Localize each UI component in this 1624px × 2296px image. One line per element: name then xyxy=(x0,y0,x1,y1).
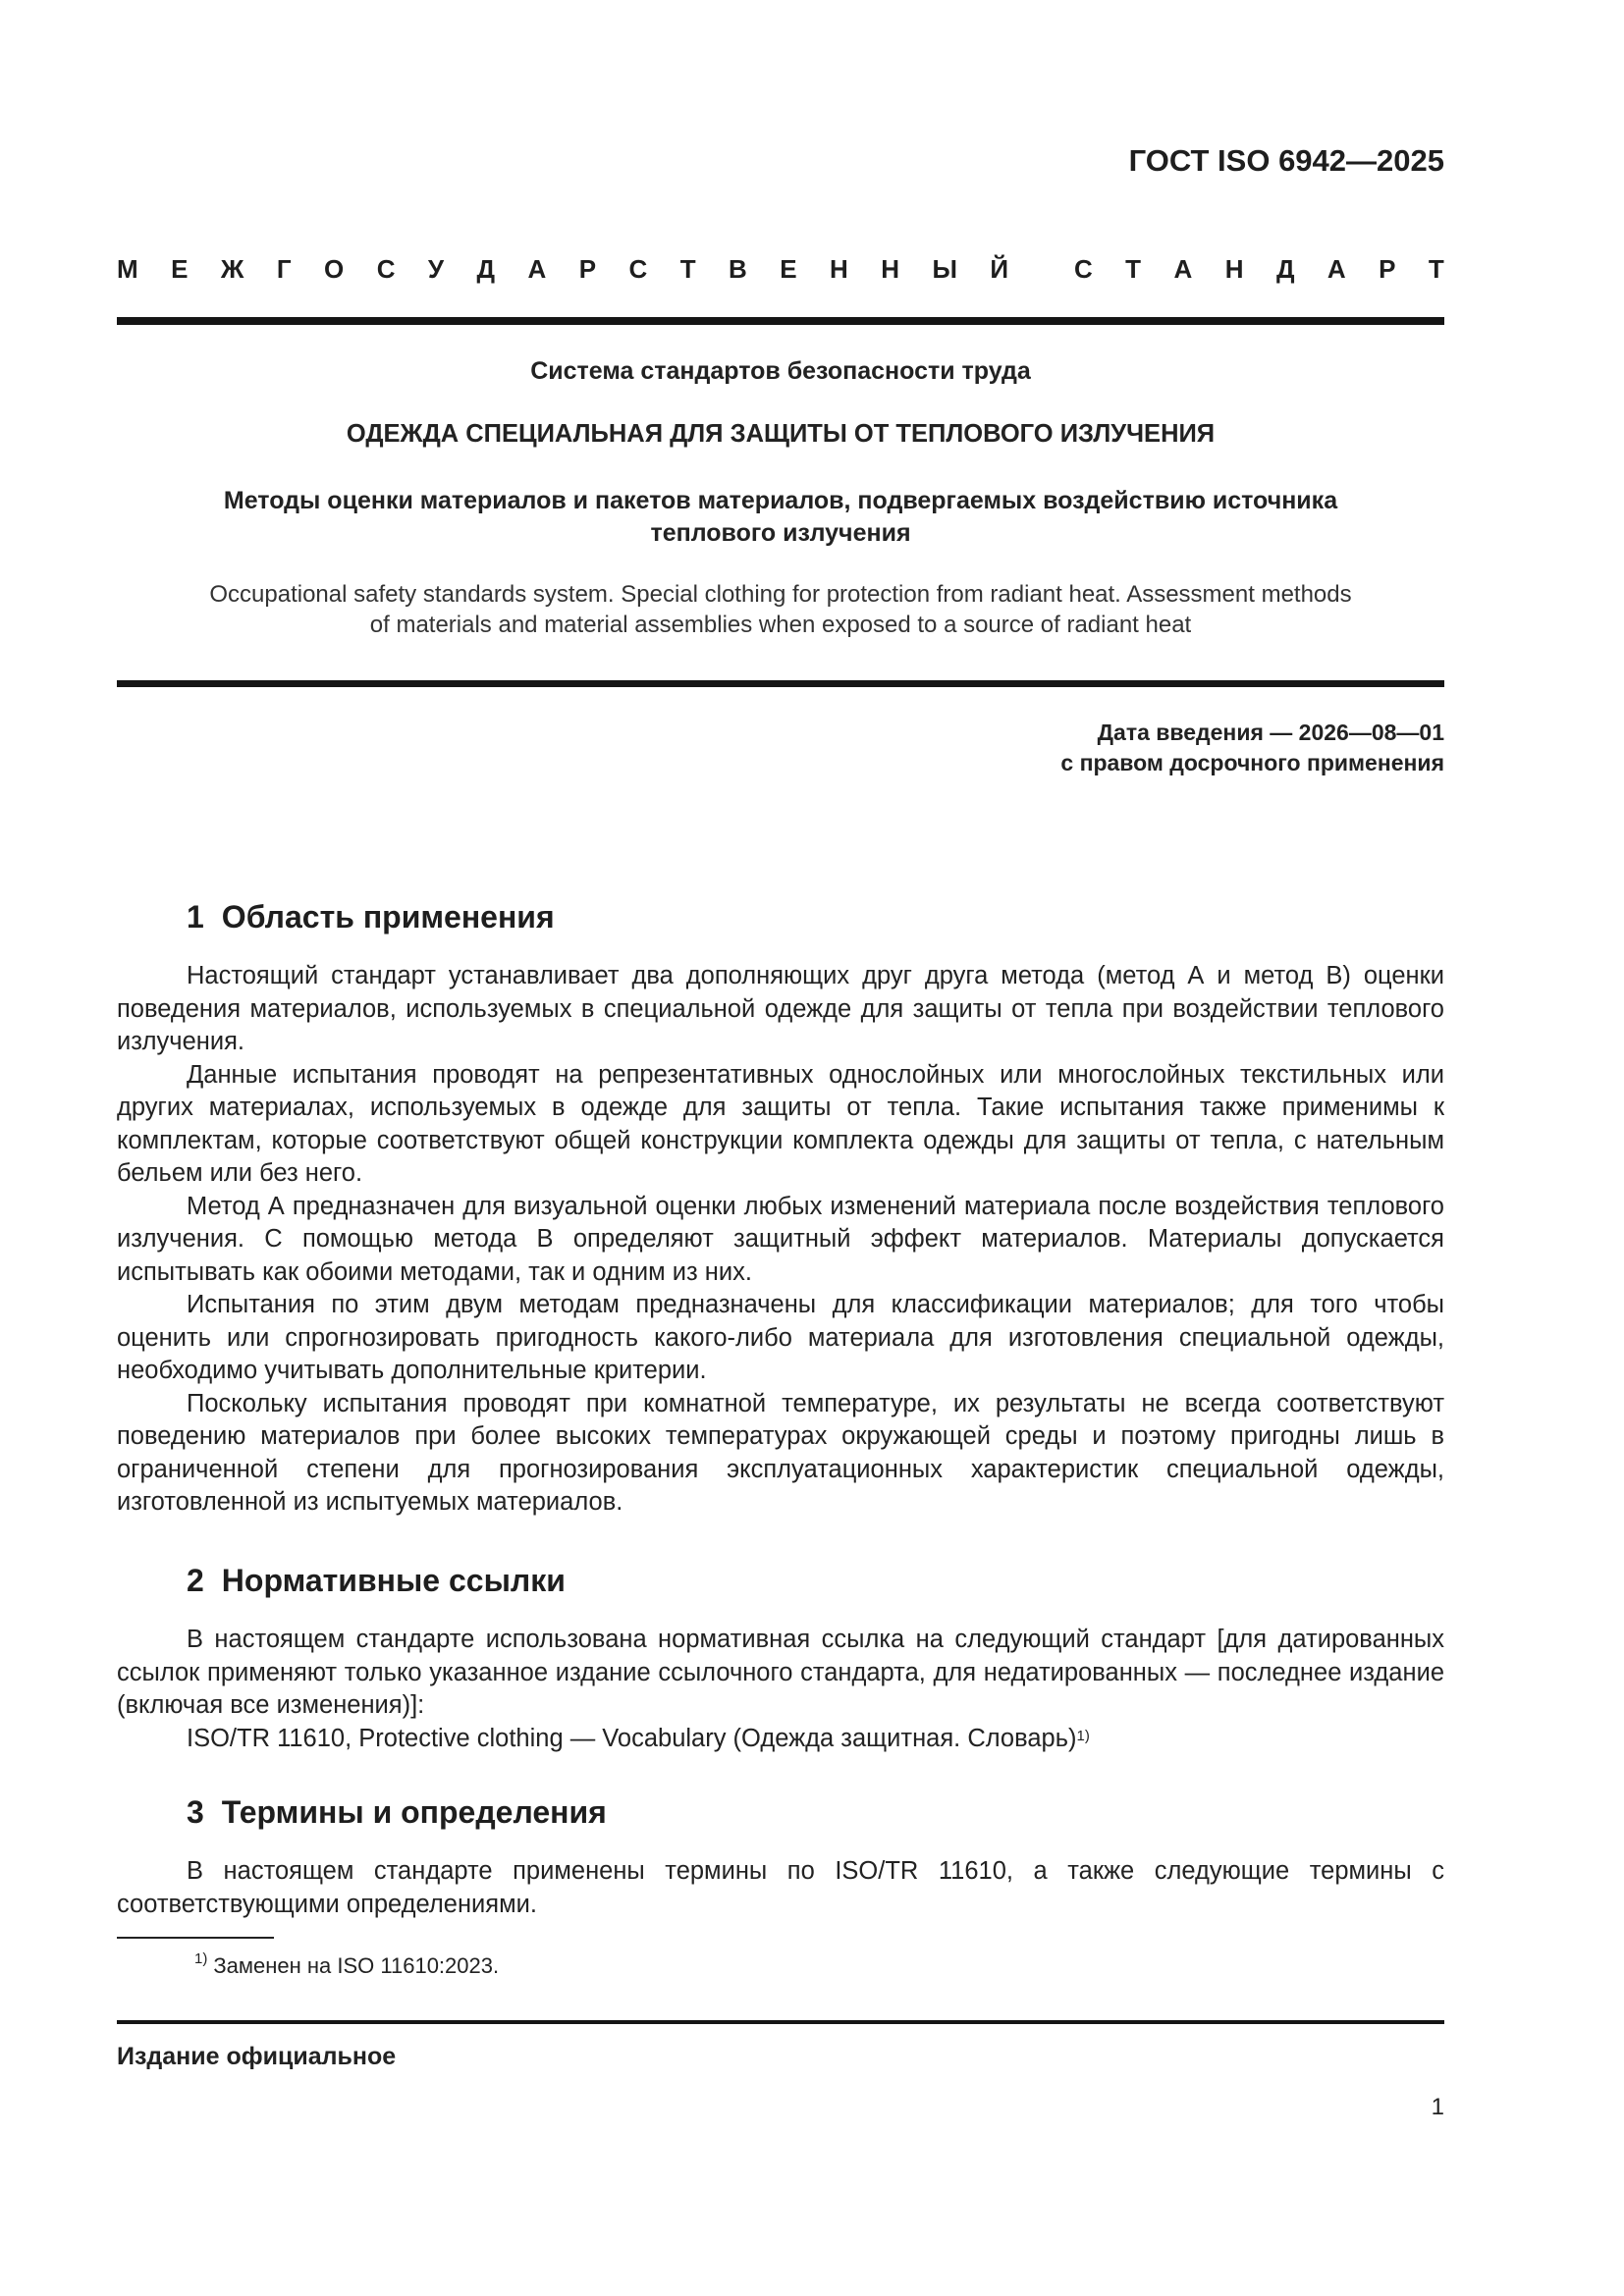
footer-rule xyxy=(117,2020,1444,2024)
heading-letter: А xyxy=(1326,254,1346,284)
paragraph: Настоящий стандарт устанавливает два дополняющих друг друга метода (метод А и метод В) оценки поведения материалов, используемых в специальной одежде для защиты от тепла при воздействии теплового излучения. xyxy=(117,962,1444,1055)
footnote-separator xyxy=(117,1937,274,1939)
heading-letter: Е xyxy=(171,254,189,284)
early-application-note: с правом досрочного применения xyxy=(1060,750,1444,775)
paragraph: В настоящем стандарте применены термины по ISO/TR 11610, а также следующие термины с соответствующими определениями. xyxy=(117,1857,1444,1918)
introduction-date xyxy=(1060,718,1444,778)
heading-letter: Ы xyxy=(932,254,957,284)
section-number: 2 xyxy=(187,1563,204,1598)
heading-letter: Й xyxy=(990,254,1009,284)
subtitle-line: Методы оценки материалов и пакетов материалов, подвергаемых воздействию источника xyxy=(223,487,1338,514)
paragraph: Данные испытания проводят на репрезентативных однослойных или многослойных текстильных или других материалах, используемых в одежде для защиты от тепла. Такие испытания также применимы к комплектам, которые соответствуют общей конструкции комплекта одежды для защиты от тепла, с нательным бельем или без него. xyxy=(117,1060,1444,1187)
english-title-line: of materials and material assemblies when exposed to a source of radiant heat xyxy=(369,612,1192,638)
heading-letter: С xyxy=(628,254,648,284)
section-1-body xyxy=(117,960,1444,1520)
heading-letter: Н xyxy=(1224,254,1244,284)
heading-letter: Д xyxy=(1275,254,1295,284)
section-number: 3 xyxy=(187,1794,204,1830)
section-2-heading xyxy=(187,1563,566,1599)
top-rule xyxy=(117,317,1444,325)
document-subtitle xyxy=(117,485,1444,550)
heading-letter: Е xyxy=(780,254,797,284)
paragraph: Поскольку испытания проводят при комнатной температуре, их результаты не всегда соответствуют поведению материалов при более высоких температурах окружающей среды и поэтому пригодны лишь в ограниченной степени для прогнозирования эксплуатационных характеристик специальной одежды, изготовленной из испытуемых материалов. xyxy=(117,1389,1444,1516)
heading-letter: Т xyxy=(679,254,696,284)
document-code: ГОСТ ISO 6942—2025 xyxy=(1128,143,1444,178)
heading-letter: В xyxy=(729,254,747,284)
section-title: Область применения xyxy=(221,899,555,934)
heading-letter: Г xyxy=(276,254,292,284)
document-title: ОДЕЖДА СПЕЦИАЛЬНАЯ ДЛЯ ЗАЩИТЫ ОТ ТЕПЛОВОГО ИЗЛУЧЕНИЯ xyxy=(346,420,1216,448)
heading-letter: М xyxy=(117,254,138,284)
paragraph: Метод А предназначен для визуальной оценки любых изменений материала после воздействия теплового излучения. С помощью метода В определяют защитный эффект материалов. Материалы допускается испытывать как обоими методами, так и одним из них. xyxy=(117,1192,1444,1286)
section-number: 1 xyxy=(187,899,204,934)
paragraph: Испытания по этим двум методам предназначены для классификации материалов; для того чтобы оценить или спрогнозировать пригодность какого-либо материала для изготовления специальной одежды, необходимо учитывать дополнительные критерии. xyxy=(117,1291,1444,1384)
normative-reference xyxy=(187,1723,1090,1756)
heading-letter: Н xyxy=(881,254,900,284)
section-1-heading xyxy=(187,899,555,935)
heading-letter: У xyxy=(427,254,445,284)
english-title-line: Occupational safety standards system. Special clothing for protection from radiant heat. Assessment methods xyxy=(209,581,1352,608)
heading-letter: Н xyxy=(830,254,848,284)
heading-letter: С xyxy=(1073,254,1093,284)
heading-letter: А xyxy=(527,254,547,284)
section-3-body xyxy=(117,1855,1444,1921)
standard-series: Система стандартов безопасности труда xyxy=(530,357,1031,385)
page-number: 1 xyxy=(1431,2094,1444,2120)
heading-letter: Т xyxy=(1428,254,1444,284)
introduction-date-line: Дата введения — 2026—08—01 xyxy=(1097,720,1444,745)
section-2-body xyxy=(117,1624,1444,1723)
heading-letter: О xyxy=(324,254,345,284)
section-title: Термины и определения xyxy=(221,1794,607,1830)
footnote xyxy=(194,1950,500,1979)
heading-letter: Р xyxy=(1379,254,1396,284)
official-edition-label: Издание официальное xyxy=(117,2043,397,2070)
english-title xyxy=(117,579,1444,640)
standard-type-heading xyxy=(117,254,1444,285)
subtitle-line: теплового излучения xyxy=(650,519,911,547)
heading-letter: Д xyxy=(476,254,496,284)
section-3-heading xyxy=(187,1794,607,1831)
heading-letter: Ж xyxy=(220,254,244,284)
footnote-text: Заменен на ISO 11610:2023. xyxy=(213,1953,500,1978)
heading-letter: Р xyxy=(578,254,597,284)
paragraph: В настоящем стандарте использована нормативная ссылка на следующий стандарт [для датированных ссылок применяют только указанное издание ссылочного стандарта, для недатированных — последнее издание (включая все изменения)]: xyxy=(117,1626,1444,1719)
footnote-mark: 1) xyxy=(194,1950,208,1967)
reference-text: ISO/TR 11610, Protective clothing — Vocabulary (Одежда защитная. Словарь) xyxy=(187,1725,1077,1752)
footnote-reference-mark: 1) xyxy=(1076,1728,1090,1744)
heading-letter: С xyxy=(376,254,396,284)
title-block-rule xyxy=(117,680,1444,687)
section-title: Нормативные ссылки xyxy=(221,1563,566,1598)
heading-letter: Т xyxy=(1125,254,1142,284)
heading-letter: А xyxy=(1173,254,1193,284)
